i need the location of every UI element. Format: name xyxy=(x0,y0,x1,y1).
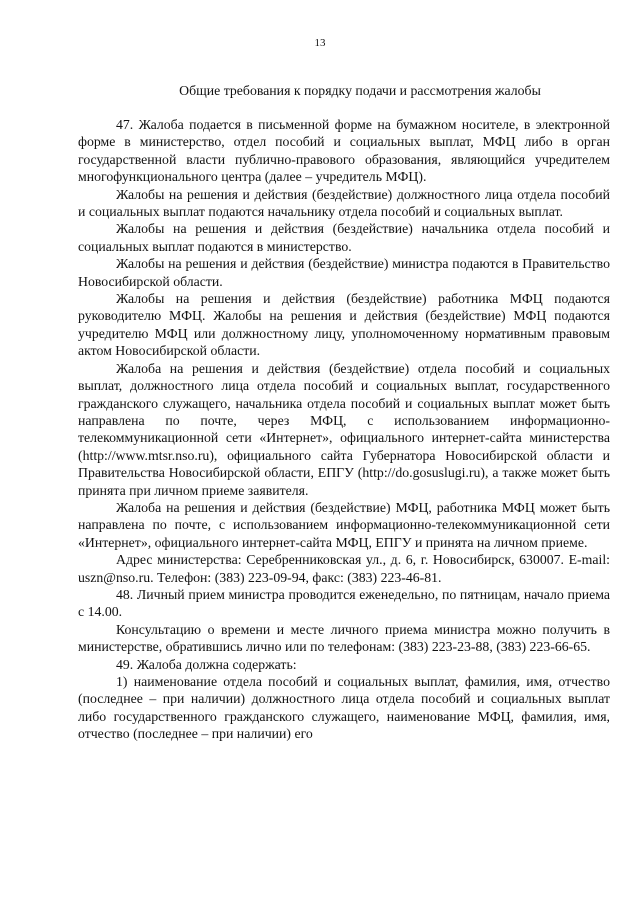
paragraph: Консультацию о времени и месте личного приема министра можно получить в министерстве, обратившись лично или по телефонам: (383) 223-23-88, (383) 223-66-65. xyxy=(78,621,610,655)
section-heading: Общие требования к порядку подачи и рассмотрения жалобы xyxy=(179,83,541,98)
paragraph: Жалоба на решения и действия (бездействие) МФЦ, работника МФЦ может быть направлена по почте, с использованием информационно-телекоммуникационной сети «Интернет», официального интернет-сайта МФЦ, ЕПГУ и принята на личном приеме. xyxy=(78,499,610,550)
paragraph: 1) наименование отдела пособий и социальных выплат, фамилия, имя, отчество (последнее – при наличии) должностного лица отдела пособий и социальных выплат либо государственного гражданского служащего, наименование МФЦ, фамилия, имя, отчество (последнее – при наличии) его xyxy=(78,674,610,742)
paragraph: 47. Жалоба подается в письменной форме на бумажном носителе, в электронной форме в министерство, отдел пособий и социальных выплат, МФЦ либо в орган государственной власти публично-правового образования, являющийся учредителем многофункционального центра (далее – учредитель МФЦ). xyxy=(78,117,610,185)
paragraph: Жалобы на решения и действия (бездействие) должностного лица отдела пособий и социальных выплат подаются начальнику отдела пособий и социальных выплат. xyxy=(78,186,610,220)
paragraph: 48. Личный прием министра проводится еженедельно, по пятницам, начало приема с 14.00. xyxy=(78,586,610,620)
paragraph: Жалобы на решения и действия (бездействие) работника МФЦ подаются руководителю МФЦ. Жалобы на решения и действия (бездействие) МФЦ подаются учредителю МФЦ или должностному лицу, уполномоченному нормативным правовым актом Новосибирской области. xyxy=(78,291,610,359)
paragraph: Адрес министерства: Серебренниковская ул., д. 6, г. Новосибирск, 630007. E-mail: uszn@nso.ru. Телефон: (383) 223-09-94, факс: (383) 223-46-81. xyxy=(78,552,610,585)
paragraph: Жалобы на решения и действия (бездействие) начальника отдела пособий и социальных выплат подаются в министерство. xyxy=(78,221,610,254)
page-number: 13 xyxy=(314,37,326,49)
document-body xyxy=(78,116,610,743)
paragraph: 49. Жалоба должна содержать: xyxy=(116,656,297,672)
paragraph: Жалоба на решения и действия (бездействие) отдела пособий и социальных выплат, должностного лица отдела пособий и социальных выплат, государственного гражданского служащего, начальника отдела пособий и социальных выплат может быть направлена по почте, через МФЦ, с использованием информационно-телекоммуникационной сети «Интернет», официального интернет-сайта министерства (http://www.mtsr.nso.ru), официального сайта Губернатора Новосибирской области и Правительства Новосибирской области, ЕПГУ (http://do.gosuslugi.ru), а также может быть принята при личном приеме заявителя. xyxy=(78,360,610,498)
paragraph: Жалобы на решения и действия (бездействие) министра подаются в Правительство Новосибирской области. xyxy=(78,256,610,289)
